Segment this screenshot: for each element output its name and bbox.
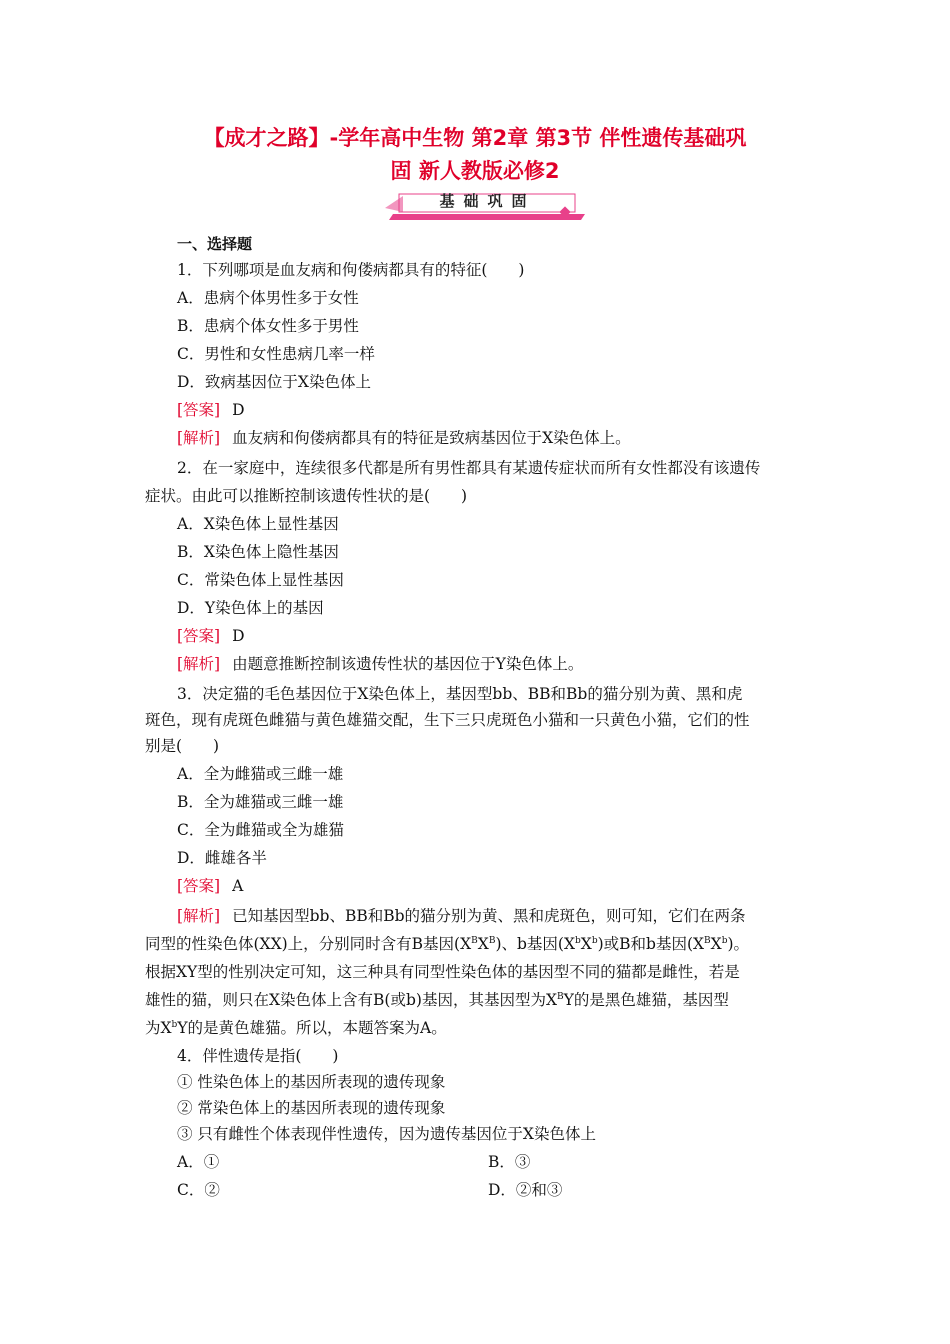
text-run: X bbox=[477, 935, 489, 953]
q3-option-b: B．全为雄猫或三雌一雄 bbox=[177, 793, 344, 811]
text-run: Y的是黄色雄猫。所以，本题答案为A。 bbox=[177, 1019, 447, 1037]
superscript: b bbox=[721, 935, 728, 946]
q1-analysis bbox=[177, 428, 631, 448]
section-heading: 一、选择题 bbox=[177, 235, 253, 253]
q3-answer bbox=[177, 876, 243, 896]
analysis-tag: [解析] bbox=[177, 907, 221, 925]
text-run: X bbox=[580, 935, 592, 953]
superscript: b bbox=[591, 935, 598, 946]
text-run: )或B和b基因(X bbox=[597, 935, 705, 953]
q3-stem-line-3: 别是( ) bbox=[145, 737, 220, 755]
q4-item-3: ③ 只有雌性个体表现伴性遗传，因为遗传基因位于X染色体上 bbox=[177, 1125, 596, 1143]
q4-stem: 4．伴性遗传是指( ) bbox=[177, 1047, 339, 1065]
q4-option-c: C．② bbox=[177, 1181, 220, 1199]
analysis-tag: [解析] bbox=[177, 655, 221, 673]
q3-analysis-line-1 bbox=[177, 906, 746, 926]
q2-stem-line-2: 症状。由此可以推断控制该遗传性状的是( ) bbox=[145, 487, 468, 505]
q2-option-c: C．常染色体上显性基因 bbox=[177, 571, 344, 589]
text-run: )。 bbox=[727, 935, 750, 953]
text-run: )、b基因(X bbox=[495, 935, 575, 953]
q3-stem-line-2: 斑色，现有虎斑色雌猫与黄色雄猫交配，生下三只虎斑色小猫和一只黄色小猫，它们的性 bbox=[145, 711, 750, 729]
q3-analysis-line-2 bbox=[145, 934, 749, 954]
q4-item-2: ② 常染色体上的基因所表现的遗传现象 bbox=[177, 1099, 446, 1117]
q3-analysis-text-1: 已知基因型bb、BB和Bb的猫分别为黄、黑和虎斑色，则可知，它们在两条 bbox=[232, 907, 746, 925]
document-title-line-2: 固 新人教版必修2 bbox=[390, 159, 560, 183]
q2-option-b: B．X染色体上隐性基因 bbox=[177, 543, 339, 561]
q1-analysis-text: 血友病和佝偻病都具有的特征是致病基因位于X染色体上。 bbox=[232, 429, 631, 447]
q3-analysis-line-5 bbox=[145, 1018, 447, 1038]
q2-answer-value: D bbox=[232, 627, 245, 645]
q3-analysis-line-3: 根据XY型的性别决定可知，这三种具有同型性染色体的基因型不同的猫都是雌性，若是 bbox=[145, 963, 740, 981]
superscript: b bbox=[171, 1019, 178, 1030]
q1-option-d: D．致病基因位于X染色体上 bbox=[177, 373, 371, 391]
superscript: b bbox=[575, 935, 581, 946]
q3-option-a: A．全为雌猫或三雌一雄 bbox=[177, 765, 344, 783]
q2-analysis-text: 由题意推断控制该遗传性状的基因位于Y染色体上。 bbox=[232, 655, 584, 673]
superscript: B bbox=[471, 935, 478, 946]
answer-tag: [答案] bbox=[177, 627, 221, 645]
answer-tag: [答案] bbox=[177, 877, 221, 895]
q3-option-d: D．雌雄各半 bbox=[177, 849, 267, 867]
analysis-tag: [解析] bbox=[177, 429, 221, 447]
superscript: B bbox=[556, 991, 564, 1002]
q4-option-b: B．③ bbox=[488, 1153, 531, 1171]
q3-analysis-line-4 bbox=[145, 990, 729, 1010]
q2-option-a: A．X染色体上显性基因 bbox=[177, 515, 339, 533]
q1-option-c: C．男性和女性患病几率一样 bbox=[177, 345, 375, 363]
q3-answer-value: A bbox=[232, 877, 244, 895]
q4-option-a: A．① bbox=[177, 1153, 220, 1171]
text-run: 为X bbox=[145, 1019, 172, 1037]
q1-option-b: B．患病个体女性多于男性 bbox=[177, 317, 359, 335]
q1-option-a: A．患病个体男性多于女性 bbox=[177, 289, 359, 307]
banner-label: 基础巩固 bbox=[439, 192, 536, 210]
q2-answer bbox=[177, 626, 245, 646]
q3-option-c: C．全为雌猫或全为雄猫 bbox=[177, 821, 344, 839]
text-run: Y的是黑色雄猫，基因型 bbox=[563, 991, 729, 1009]
q1-stem: 1．下列哪项是血友病和佝偻病都具有的特征( ) bbox=[177, 261, 525, 279]
q1-answer bbox=[177, 400, 245, 420]
q1-answer-value: D bbox=[232, 401, 245, 419]
q3-stem-line-1: 3．决定猫的毛色基因位于X染色体上，基因型bb、BB和Bb的猫分别为黄、黑和虎 bbox=[177, 685, 743, 703]
document-title-line-1: 【成才之路】-学年高中生物 第2章 第3节 伴性遗传基础巩 bbox=[203, 126, 747, 150]
q4-item-1: ① 性染色体上的基因所表现的遗传现象 bbox=[177, 1073, 446, 1091]
text-run: 同型的性染色体(XX)上，分别同时含有B基因(X bbox=[145, 935, 472, 953]
text-run: X bbox=[710, 935, 722, 953]
q2-stem-line-1: 2．在一家庭中，连续很多代都是所有男性都具有某遗传症状而所有女性都没有该遗传 bbox=[177, 459, 761, 477]
q2-option-d: D．Y染色体上的基因 bbox=[177, 599, 324, 617]
answer-tag: [答案] bbox=[177, 401, 221, 419]
text-run: 雄性的猫，则只在X染色体上含有B(或b)基因，其基因型为X bbox=[145, 991, 557, 1009]
q2-analysis bbox=[177, 654, 583, 674]
superscript: B bbox=[704, 935, 711, 946]
q4-option-d: D．②和③ bbox=[488, 1181, 563, 1199]
superscript: B bbox=[488, 935, 496, 946]
